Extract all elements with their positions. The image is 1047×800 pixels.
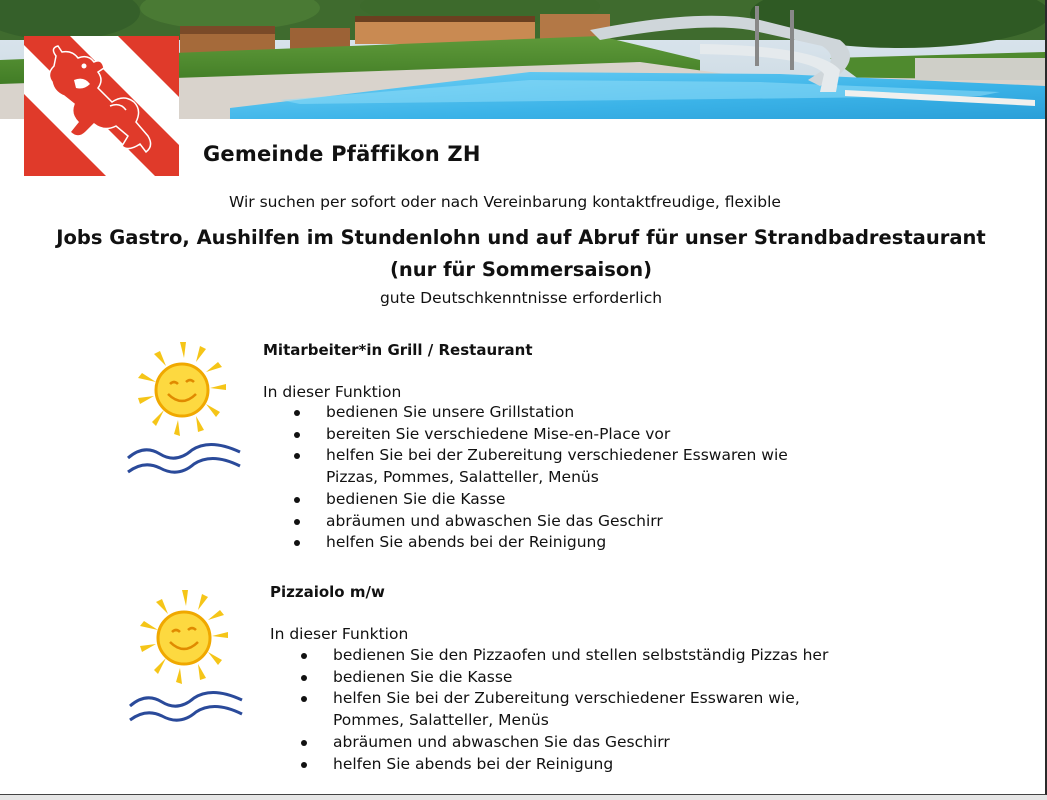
list-item-continuation: Pizzas, Pommes, Salatteller, Menüs: [326, 468, 599, 487]
function-intro: In dieser Funktion: [263, 383, 402, 401]
list-item: helfen Sie abends bei der Reinigung: [270, 754, 828, 776]
intro-lead: Wir suchen per sofort oder nach Vereinbarung kontaktfreudige, flexible: [229, 193, 781, 211]
sun-waves-icon: [126, 340, 244, 482]
list-item: bedienen Sie die Kasse: [263, 489, 788, 511]
list-item: abräumen und abwaschen Sie das Geschirr: [270, 732, 828, 754]
job-title-pizzaiolo: Pizzaiolo m/w: [270, 583, 385, 601]
job-title-grill: Mitarbeiter*in Grill / Restaurant: [263, 341, 533, 359]
list-item: bedienen Sie den Pizzaofen und stellen selbstständig Pizzas her: [270, 645, 828, 667]
viewer-bottom-edge: [0, 795, 1047, 800]
list-item: bedienen Sie die Kasse: [270, 667, 828, 689]
job-headline: Jobs Gastro, Aushilfen im Stundenlohn und auf Abruf für unser Strandbadrestaurant: [56, 226, 986, 249]
pfaeffikon-coat-of-arms-icon: [24, 36, 179, 176]
list-item: bedienen Sie unsere Grillstation: [263, 402, 788, 424]
sun-waves-icon: [128, 588, 246, 730]
list-item: bereiten Sie verschiedene Mise-en-Place vor: [263, 424, 788, 446]
list-item: helfen Sie abends bei der Reinigung: [263, 532, 788, 554]
language-requirement: gute Deutschkenntnisse erforderlich: [379, 289, 663, 307]
list-item: helfen Sie bei der Zubereitung verschiedener Esswaren wie: [263, 445, 788, 467]
function-intro: In dieser Funktion: [270, 625, 409, 643]
season-note: (nur für Sommersaison): [389, 258, 653, 281]
task-list-grill: [263, 402, 788, 554]
organization-name: Gemeinde Pfäffikon ZH: [203, 142, 481, 166]
list-item: helfen Sie bei der Zubereitung verschiedener Esswaren wie,: [270, 688, 828, 710]
task-list-pizzaiolo: [270, 645, 828, 775]
list-item: abräumen und abwaschen Sie das Geschirr: [263, 511, 788, 533]
list-item-continuation: Pommes, Salatteller, Menüs: [333, 711, 549, 730]
